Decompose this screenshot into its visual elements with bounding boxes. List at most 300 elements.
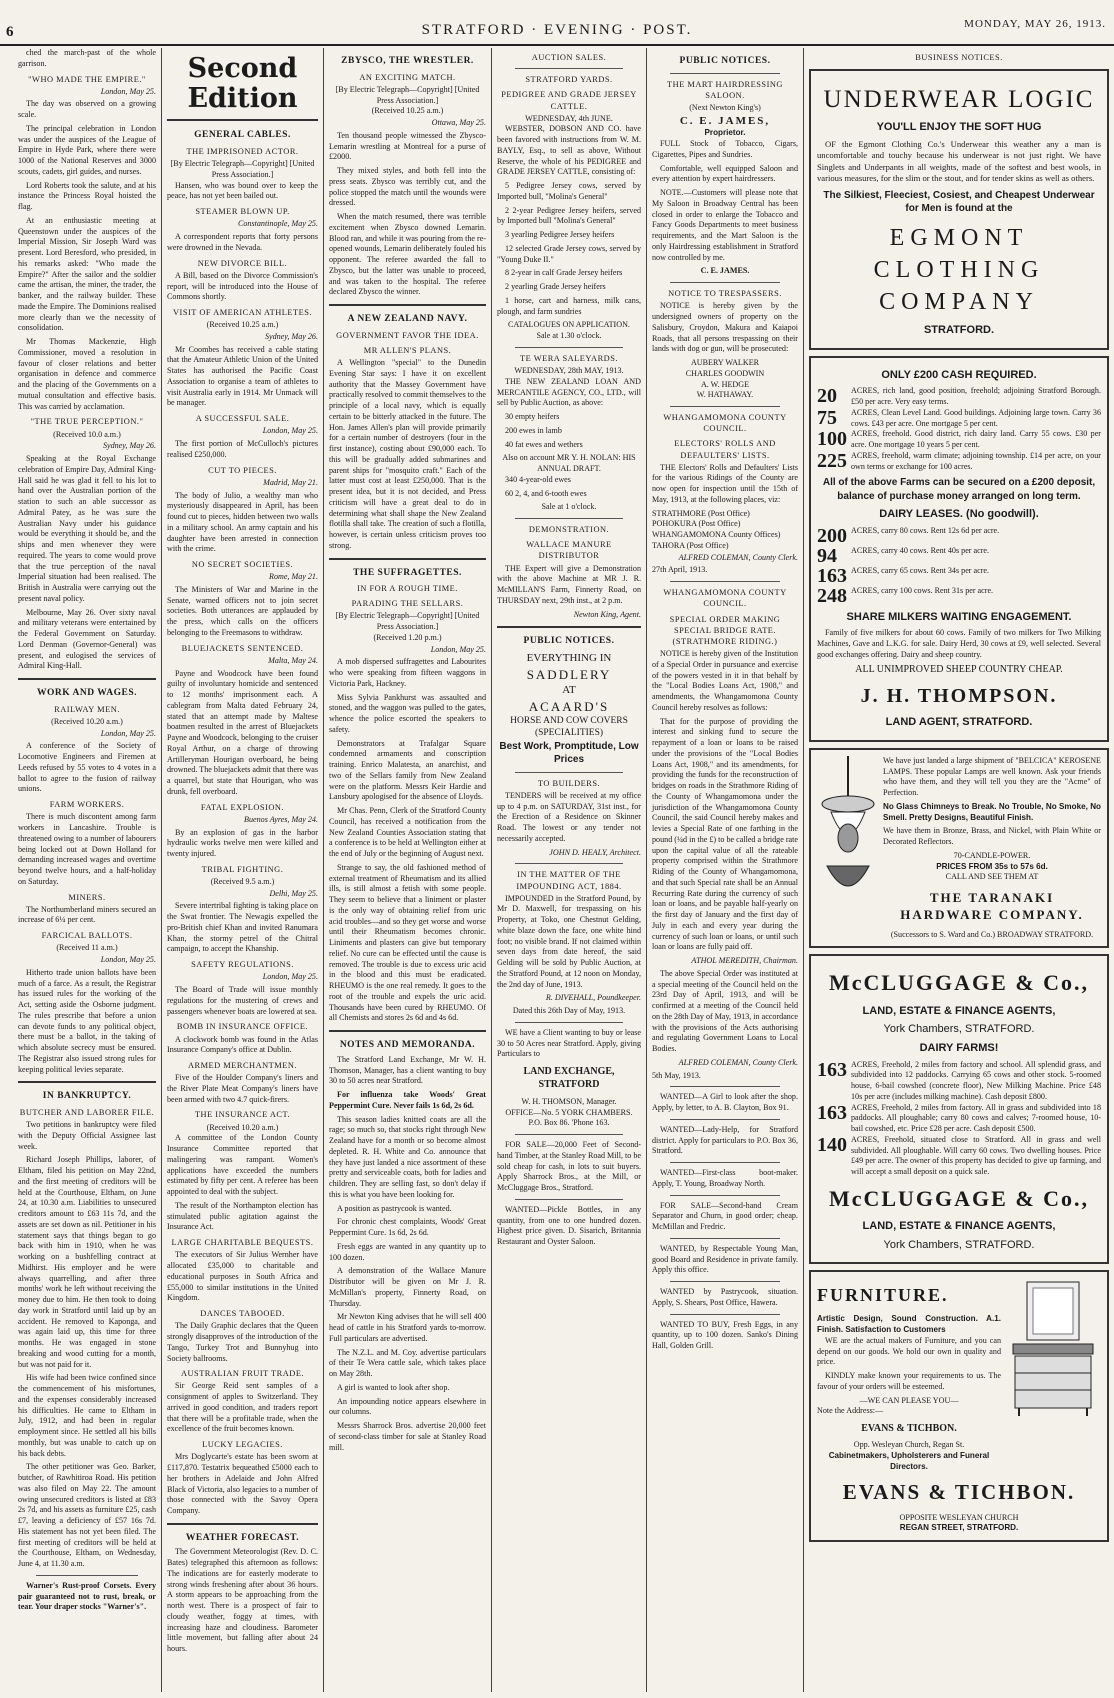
company-town: STRATFORD. <box>923 324 995 337</box>
paragraph: IMPOUNDED in the Stratford Pound, by Mr D. Maxwell, for trespassing on his Property, at Toko, one Chestnut Gelding, white blaze down the face, one white hind foot; no visible brand. If not claimed within seven days from date hereof, the said Gelding will be sold by Public Auction, at the Stratford Pound, at 12 noon on Monday, the 2nd day of June, 1913. <box>497 893 641 989</box>
subhead: LARGE CHARITABLE BEQUESTS. <box>171 1238 314 1248</box>
headline-suffragettes: THE SUFFRAGETTES. <box>353 567 462 578</box>
divider <box>670 1281 780 1282</box>
headline-empire: "WHO MADE THE EMPIRE." <box>28 74 146 84</box>
lamp-call: CALL AND SEE THEM AT <box>945 872 1039 882</box>
subhead: PEDIGREE AND GRADE JERSEY CATTLE. <box>501 90 637 111</box>
divider <box>515 68 623 69</box>
paragraph: Payne and Woodcock have been found guilty of involuntary homicide and sentenced to 12 months' imprisonment each. A cablegram from Malta dated February 24, stated that an attempt made by Maltese boatmen resulted in the arrest of Bluejackets Payne and Woodcock, belonging to the cruiser Royal Arthur, on a charge of throwing Artilleryman Hourigan overboard, he being drowned. The bluejackets admit that there was a quarrel, but state that Hourigan, who was drunk, fell overboard. <box>167 668 318 796</box>
lamp-text: We have just landed a large shipment of "BELCICA" KEROSENE LAMPS. These popular Lamps are well known. Ask your friends who have them, and they will tell you they are the "Acme" of Perfection. <box>883 755 1101 798</box>
section-auction: AUCTION SALES. <box>531 53 607 62</box>
headline-notes: NOTES AND MEMORANDA. <box>339 1040 476 1051</box>
lot-item: 30 empty heifers <box>505 412 560 422</box>
paragraph: That for the purpose of providing the interest and sinking fund to secure the repayment of a loan or loans to be raised under the provisions of the "Local Bodies Loans Act, 1908," and its amendments, for providing the funds for the reconstruction of bridges on roads in the Strathmore Riding of the County of Whangamomona under the jurisdiction of the Whangamomona County Council, the said Council hereby makes and levies a Special Rate of one farthing in the pound (¼d in the £) to be called a bridge rate upon the capital value of all the rateable property comprised within the Strathmore Riding of the County of Whangamomona, and that such Special rate shall be an Annual Recurring Rate during the currency of such loan or loans, and be payable half-yearly on the first day of January and the first day of July in each and every year during the currency of such loan or loans, or until such loan or loans are fully paid off. <box>652 716 798 952</box>
divider <box>36 1575 138 1576</box>
lamp-features: No Glass Chimneys to Break. No Trouble, No Smoke, No Smell. Pretty Designs, Beautiful Finish. <box>883 801 1101 822</box>
saddlery-line: EVERYTHING IN <box>526 652 612 664</box>
subhead: VISIT OF AMERICAN ATHLETES. <box>173 308 312 318</box>
received-time: (Received 9.5 a.m.) <box>210 876 275 886</box>
dateline: Buenos Ayres, May 24. <box>244 814 318 824</box>
place-item: POHOKURA (Post Office) <box>652 519 741 529</box>
farm-item <box>817 429 1101 451</box>
headline-cables: GENERAL CABLES. <box>194 130 291 141</box>
address-note: Note the Address:— <box>817 1406 884 1416</box>
paragraph: A position as pastrycook is wanted. <box>337 1203 452 1213</box>
acreage: 75 <box>817 406 837 429</box>
agent-title: LAND AGENT, STRATFORD. <box>885 716 1033 729</box>
dated: 5th May, 1913. <box>652 1070 701 1080</box>
paragraph: The above Special Order was instituted at a special meeting of the Council held on the 23rd Day of April, 1913, and will be confirmed at a meeting of the Council held on the 28th Day of May, 1913, in accordance with the provisions of the Acts authorising and regulating Government Loans to Local Bodies. <box>652 968 799 1054</box>
subhead: ELECTORS' ROLLS AND DEFAULTERS' LISTS. <box>674 439 776 460</box>
paragraph: The N.Z.L. and M. Coy. advertise particulars of their Te Wera cattle sale, which takes place on May 28th. <box>329 1347 486 1379</box>
paragraph: Lord Roberts took the salute, and at his instance the Princess Royal hoisted the flag. <box>18 180 156 212</box>
acreage: 248 <box>817 584 847 607</box>
rheumo-advert: Strange to say, the old fashioned method of external treatment of Rheumatism and its allied ills, is still almost a fetish with some people. They seem to believe that a liniment or plaster is the only way of obtaining relief from uric acid troubles—and so they get worse and worse until their Rheumatism becomes chronic. Liniments and plasters can give but temporary relief. No cure can be effected until the cause is removed. The trouble is due to excess uric acid in the blood and this must be eradicated. RHEUMO is the one real remedy. It goes to the root of the trouble and expels the uric acid. Thousands have been cured by RHEUMO. Of all Chemists and stores 2s 6d and 4s 6d. <box>329 862 486 1023</box>
subhead: BLUEJACKETS SENTENCED. <box>181 643 304 653</box>
paragraph: OF the Egmont Clothing Co.'s Underwear this weather any a man is uncomfortable and touchy because his underwear is not just right. We have Singlets and Underpants in all weights, made of the softest and best wools, in various measures, for the slim or the stout, and for tender skins as well as others. <box>817 139 1101 184</box>
dateline: London, May 25. <box>262 972 318 982</box>
lease-text: ACRES, carry 80 cows. Rent 12s 6d per acre. <box>851 525 1000 535</box>
sale-time: Sale at 1 o'clock. <box>541 502 597 512</box>
dateline: Madrid, May 21. <box>263 477 318 487</box>
paragraph: For influenza take Woods' Great Peppermint Cure. Never fails 1s 6d, 2s 6d. <box>329 1090 486 1110</box>
acreage: 20 <box>817 385 837 408</box>
subhead-miners: MINERS. <box>68 892 106 902</box>
dated: 27th April, 1913. <box>652 565 708 575</box>
paragraph: The first portion of McCulloch's pictures realised £250,000. <box>167 439 318 459</box>
received-time: (Received 10.25 a.m.) <box>206 320 279 330</box>
subhead: TRIBAL FIGHTING. <box>201 864 284 874</box>
dateline: London, May 25. <box>100 955 156 965</box>
subhead: IN THE MATTER OF THE IMPOUNDING ACT, 1884. <box>516 870 622 891</box>
subhead: MR ALLEN'S PLANS. <box>363 345 452 355</box>
paragraph: WE are the actual makers of Furniture, and you can depend on our goods. We hold our own in quality and price. <box>817 1335 1001 1367</box>
signature: C. E. JAMES. <box>700 266 750 276</box>
paragraph: Messrs Sharrock Bros. advertise 20,000 feet of second-class timber for sale at Stanley Road mill. <box>329 1421 486 1452</box>
subhead: A SUCCESSFUL SALE. <box>195 414 290 424</box>
newspaper-title: STRATFORD · EVENING · POST. <box>421 22 693 38</box>
place-item: WHANGAMOMONA County Offices) <box>652 530 781 540</box>
lot-item: 40 fat ewes and wethers <box>505 439 583 449</box>
manager: W. H. THOMSON, Manager. <box>521 1096 617 1106</box>
signature: ATHOL MEREDITH, Chairman. <box>691 956 798 966</box>
acreage: 225 <box>817 449 847 472</box>
paragraph: Mr Thomas Mackenzie, High Commissioner, moved a resolution in favour of closer relations and better organisation in defence and commerce and the placing of the Governments on a mutual consultation and effective basis. This was carried by acclamation. <box>18 337 156 411</box>
column-1 <box>0 48 162 1692</box>
paragraph: Ten thousand people witnessed the Zbysco-Lemarin wrestling at Montreal for a purse of £2000. <box>329 130 486 162</box>
farm-item <box>817 386 1101 408</box>
divider <box>329 304 486 306</box>
firm-trade: Cabinetmakers, Upholsterers and Funeral Directors. <box>828 1451 990 1471</box>
firm-address: Opp. Wesleyan Church, Regan St. <box>853 1440 965 1450</box>
paragraph: A mob dispersed suffragettes and Labourites who were speaking from fifteen waggons in Victoria Park, Hackney. <box>329 657 486 688</box>
paragraph: There is much discontent among farm workers in Lancashire. Trouble is threatened owing to a number of labourers being locked out at Down Holland for demanding increased wages and overtime beyond twelve hours, and a half-holiday on Saturday. <box>18 812 156 886</box>
dateline: London, May 25. <box>430 644 486 654</box>
farm-text: ACRES, freehold. Good district, rich dairy land. Carry 55 cows. £30 per acre. One mortgage 10 years 5 per cent. <box>851 429 1101 450</box>
column-2 <box>162 48 324 1692</box>
lot-item: 8 2-year in calf Grade Jersey heifers <box>505 268 623 278</box>
subhead: STRATFORD YARDS. <box>525 75 613 85</box>
paragraph: Comfortable, well equipped Saloon and every attention by expert hairdressers. <box>652 163 798 184</box>
subhead: DANCES TABOOED. <box>200 1309 285 1319</box>
dateline: Rome, May 21. <box>269 572 318 582</box>
lot-item: 340 4-year-old ewes <box>505 474 571 484</box>
paragraph: The principal celebration in London was under the auspices of the League of Empire in Hyde Park, where there were 1000 of the National Reserves and 3000 scouts, cadets, girl guides, and nurses. <box>18 123 156 176</box>
paragraph: Melbourne, May 26. Over sixty naval and military veterans were entertained by the Federal Government on Saturday. Lord Denman (Governor-General) was present, and eulogised the services of Admiral King-Hall. <box>18 607 156 671</box>
lot-item: 2 2-year Pedigree Jersey heifers, served by Imported bull "Molina's General" <box>497 205 641 226</box>
firm-name: EVANS & TICHBON. <box>861 1423 957 1435</box>
proprietor-title: Proprietor. <box>704 128 746 138</box>
paragraph: KINDLY make known your requirements to us. The favour of your orders will be esteemed. <box>817 1371 1001 1391</box>
classified: WANTED by Pastrycook, situation. Apply, S. Shears, Post Office, Hawera. <box>652 1287 798 1307</box>
paragraph: The executors of Sir Julius Wernher have allocated £35,000 to charitable and educational purposes in South Africa and £55,000 to similar institutions in the United Kingdom. <box>167 1250 318 1303</box>
received-time: (Received 10.25 a.m.) <box>371 106 444 116</box>
subhead: AUSTRALIAN FRUIT TRADE. <box>180 1369 305 1379</box>
received-time: (Received 10.20 a.m.) <box>51 716 123 726</box>
column-3 <box>324 48 492 1692</box>
paragraph: A clockwork bomb was found in the Atlas Insurance Company's office at Dublin. <box>167 1034 318 1055</box>
divider <box>670 282 780 283</box>
received-time: (Received 11 a.m.) <box>56 943 118 953</box>
sale-date: WEDNESDAY, 4th JUNE. <box>525 113 613 123</box>
issue-date: MONDAY, MAY 26, 1913. <box>964 18 1106 30</box>
dateline: Sydney, May 26. <box>102 441 156 451</box>
dateline: Delhi, May 25. <box>269 888 318 898</box>
divider <box>515 1199 623 1200</box>
classified: FOR SALE—Second-hand Cream Separator and Churn, in good order; cheap. McMillan and Fredric. <box>652 1200 798 1232</box>
advert-headline: SHARE MILKERS WAITING ENGAGEMENT. <box>846 610 1072 623</box>
paragraph: By an explosion of gas in the harbor hydraulic works twelve men were killed and twenty injured. <box>167 827 318 859</box>
divider <box>329 558 486 560</box>
paragraph: TENDERS will be received at my office up to 4 p.m. on SATURDAY, 31st inst., for the Erection of a Residence on Skinner Road. The lowest or any tender not necessarily accepted. <box>497 790 641 843</box>
advert-headline: DAIRY FARMS! <box>919 1041 999 1054</box>
lease-item <box>817 566 1101 586</box>
owner-name: W. HATHAWAY. <box>696 390 754 400</box>
paragraph: Hansen, who was bound over to keep the peace, has not yet been bailed out. <box>167 180 318 201</box>
divider <box>515 347 623 348</box>
headline-navy: A NEW ZEALAND NAVY. <box>347 314 468 325</box>
paragraph: A demonstration of the Wallace Manure Distributor will be given on Mr J. R. McMillan's property, Finnerty Road, on Thursday. <box>329 1266 486 1308</box>
paragraph: An impounding notice appears elsewhere in our columns. <box>329 1396 486 1417</box>
paragraph: For chronic chest complaints, Woods' Great Peppermint Cure. 1s 6d, 2s 6d. <box>329 1217 486 1238</box>
paragraph: At an enthusiastic meeting at Queenstown under the auspices of the Imperial Mission, Sir Joseph Ward was present. Lord Beresford, who presided, in his remarks asked: "Who made the Empire?" After the sailor and the soldier came the artisan, the miner, the trader, the banker, and the railway builder. These made the Empire. The Dominions realised more clearly than we the necessity of consolidation. <box>18 215 156 333</box>
subhead: AN EXCITING MATCH. <box>359 72 456 82</box>
paragraph: Five of the Houlder Company's liners and the River Plate Meat Company's liners have been armed with two 4.7 quick-firers. <box>167 1073 318 1104</box>
acreage: 163 <box>817 1058 847 1081</box>
lamp-price: PRICES FROM 35s to 57s 6d. <box>936 861 1048 871</box>
classified: WANTED—Pickle Bottles, in any quantity, from one to one hundred dozen. Highest price given. D. Sisarich, Britannia Restaurant and Oyster Saloon. <box>497 1204 641 1247</box>
advert-title: UNDERWEAR LOGIC <box>823 86 1095 114</box>
acreage: 163 <box>817 564 847 587</box>
paragraph: THE Expert will give a Demonstration with the above Machine at MR J. R. McMILLAN'S Farm, Finnerty Road, on THURSDAY next, 29th inst., at 2 p.m. <box>497 563 641 605</box>
saddlery-line: SADDLERY <box>526 666 612 682</box>
agency-name: McCLUGGAGE & Co., <box>828 1185 1090 1211</box>
furniture-advert <box>809 1270 1109 1542</box>
article-intro: ched the march-past of the whole garrison. <box>18 48 156 68</box>
lease-text: ACRES, carry 65 cows. Rent 34s per acre. <box>851 565 990 575</box>
classified: WANTED TO BUY, Fresh Eggs, in any quantity, up to 100 dozen. Sanko's Dining Hall, Golden Grill. <box>652 1319 798 1351</box>
lease-text: ACRES, carry 40 cows. Rent 40s per acre. <box>851 545 990 555</box>
paragraph: When the match resumed, there was terrible excitement when Zbysco downed Lemarin. Blood ran, and while it was pouring from the re-opened wounds, Lemarin deliberately fouled his opponent. The referee awarded the fall to Zbysco, but the latter was unable to proceed, and was taken to the hospital. The referee declared Zbysco the winner. <box>329 212 486 297</box>
furniture-title: FURNITURE. <box>817 1285 949 1306</box>
farm-item <box>817 1060 1101 1103</box>
paragraph: The Ministers of War and Marine in the Senate, warned officers not to join secret societies. Both utterances are applauded by the press, which calls on the officers belonging to the Freemasons to withdraw. <box>167 584 318 637</box>
farm-item <box>817 408 1101 430</box>
owner-name: A. W. HEDGE <box>700 379 750 389</box>
lease-item <box>817 526 1101 546</box>
egmont-advert <box>809 69 1109 350</box>
signature: JOHN D. HEALY, Architect. <box>549 847 641 857</box>
headline-perception: "THE TRUE PERCEPTION." <box>30 417 144 427</box>
paragraph: The Northumberland miners secured an increase of 6¼ per cent. <box>18 904 156 925</box>
lot-item: 1 horse, cart and harness, milk cans, plough, and farm sundries <box>497 295 641 316</box>
subhead: CUT TO PIECES. <box>208 465 277 475</box>
subhead: BOMB IN INSURANCE OFFICE. <box>176 1022 309 1032</box>
paragraph: NOTICE is hereby given of the Institution of a Special Order in pursuance and exercise of the powers vested in it in that behalf by the "Local Bodies Loans Act, 1908," and amendments, the Whangamomona County Council hereby resolves as follows: <box>652 649 798 712</box>
headline-zbysco: ZBYSCO, THE WRESTLER. <box>341 56 474 66</box>
received-time: (Received 10.20 a.m.) <box>206 1122 279 1132</box>
paragraph: Mrs Doglycarte's estate has been sworn at £117,870. Testatrix bequeathed £5000 each to her brothers in Adelaide and John Alfred Black of Victoria, also legacies to a number of those connected with the Savoy Opera Company. <box>167 1452 318 1516</box>
agency-type: LAND, ESTATE & FINANCE AGENTS, <box>862 1220 1056 1233</box>
lot-item: 60 2, 4, and 6-tooth ewes <box>505 488 587 498</box>
paragraph: The result of the Northampton election has stimulated public agitation against the Insurance Act. <box>167 1200 318 1232</box>
credit-line: [By Electric Telegraph—Copyright] [United Press Association.] <box>170 159 315 179</box>
dateline: Ottawa, May 25. <box>431 118 486 128</box>
subhead: THE IMPRISONED ACTOR. <box>186 147 299 156</box>
sale-date: WEDNESDAY, 28th MAY, 1913. <box>514 366 624 376</box>
paragraph: THE Electors' Rolls and Defaulters' Lists for the various Ridings of the County are now open for inspection until the 15th of May, 1913, at the following places, viz: <box>652 462 798 504</box>
page-number: 6 <box>6 24 14 40</box>
company-name: EGMONT CLOTHING COMPANY <box>873 225 1045 316</box>
subhead: DEMONSTRATION. <box>528 525 610 535</box>
paragraph: WE have a Client wanting to buy or lease 30 to 50 Acres near Stratford. Apply, giving Particulars to <box>497 1027 641 1059</box>
dresser-illustration <box>1005 1278 1101 1418</box>
classified: WANTED—First-class boot-maker. Apply, T. Young, Broadway North. <box>652 1168 798 1188</box>
agent-name: J. H. THOMPSON. <box>860 684 1058 707</box>
subhead: NO SECRET SOCIETIES. <box>191 560 294 570</box>
saddlery-line: ACAARD'S <box>528 698 610 714</box>
farm-item <box>817 451 1101 473</box>
paragraph: Richard Joseph Phillips, laborer, of Eltham, filed his petition on May 22nd, and the first meeting of creditors will be held at the Courthouse, Eltham, on June 24, at 10.30 a.m. Liabilities to unsecured creditors amount to £63 11s 7d, and the assets are set down as nil. Petitioner in his statement says that things began to go back with him in 1910, when he was working on a bushfelling contract at Midhirst. His employer and he were always quarrelling, and after three months' work he left without receiving the money due to him. He then took to doing day work in Stratford until laid up by an accident. He removed to Kaponga, and was again laid up, this time for three months. He was engaged in stone breaking and wood cutting for a month, but was not paid for it. <box>18 1155 156 1369</box>
farm-item <box>817 1103 1101 1135</box>
advert-headline: ONLY £200 CASH REQUIRED. <box>881 368 1037 381</box>
paragraph: A conference of the Society of Locomotive Engineers and Firemen at Leeds refused by 55 votes to 4 votes in a ballot to agree to the fusion of railway unions. <box>18 741 156 794</box>
acreage: 100 <box>817 428 847 451</box>
owner-name: AUBERY WALKER <box>690 358 760 368</box>
farm-text: ACRES, Clean Level Land. Good buildings. Adjoining large town. Carry 36 cows. £43 per acre. One mortgage 5 per cent. <box>851 407 1101 428</box>
classified: WANTED—Lady-Help, for Stratford district. Apply for particulars to P.O. Box 36, Stratford. <box>652 1124 798 1156</box>
proprietor-name: C. E. JAMES, <box>679 114 771 127</box>
lot-item: 200 ewes in lamb <box>505 425 562 435</box>
pobox: P.O. Box 86. 'Phone 163. <box>528 1118 610 1128</box>
location-note: (Next Newton King's) <box>689 102 761 112</box>
subhead: WHANGAMOMONA COUNTY COUNCIL. <box>663 413 787 434</box>
lot-item: 3 yearling Pedigree Jersey heifers <box>505 230 615 240</box>
lot-item: 12 selected Grade Jersey cows, served by "Young Duke II." <box>497 243 641 264</box>
paragraph: Demonstrators at Trafalgar Square condemned armaments and conscription training. Enrico Malatesta, an anarchist, and two of the Sellars family from New Zealand were on the platform. Messrs Keir Hardie and Lansbury apologised for the absence of Lloyds. <box>329 738 486 802</box>
paragraph: Two petitions in bankruptcy were filed with the Deputy Official Assignee last week. <box>18 1120 156 1151</box>
paragraph: Hitherto trade union ballots have been much of a farce. As a result, the Registrar has issued rules for the working of the Act, setting aside the Osborne judgment. The rules prescribe that before a union can devote funds to any political object, there must be a ballot, in the taking of which absolute secrecy must be ensured. The Registrar also issued strong rules for keeping political levies separate. <box>18 967 156 1074</box>
subhead: TO BUILDERS. <box>537 778 601 788</box>
advert-headline: DAIRY LEASES. (No goodwill). <box>879 507 1039 520</box>
furniture-slogan: Artistic Design, Sound Construction. A.1. Finish. Satisfaction to Customers <box>817 1314 1001 1335</box>
headline-work-wages: WORK AND WAGES. <box>37 688 137 699</box>
hardware-name: THE TARANAKI HARDWARE COMPANY. <box>900 890 1084 923</box>
subhead: STEAMER BLOWN UP. <box>195 207 290 217</box>
subhead: IN FOR A ROUGH TIME. <box>357 584 458 594</box>
paragraph: His wife had been twice confined since the commencement of his misfortunes, and the expenses considerably increased his difficulties. He came to Eltham in July, 1912, and had been in regular employment since. He settled all his bills monthly, but was unable to catch up on his back debts. <box>18 1373 156 1458</box>
received-time: (Received 1.20 p.m.) <box>373 632 442 642</box>
paragraph: The Daily Graphic declares that the Queen strongly disapproves of the introduction of the Tango, Turkey Trot and Bunnyhug into Society ballrooms. <box>167 1321 318 1363</box>
classified: FOR SALE—20,000 Feet of Second-hand Timber, at the Stanley Road Mill, to be sold cheap for cash, in lots to suit buyers. Apply Sharrock Bros., at the Mill, or McCluggage Bros., Stratford. <box>497 1140 642 1193</box>
dateline: Constantinople, May 25. <box>237 219 318 229</box>
subhead: PARADING THE SELLARS. <box>351 599 464 609</box>
catalogue-note: CATALOGUES ON APPLICATION. <box>508 320 630 330</box>
paragraph: The Board of Trade will issue monthly regulations for the mustering of crews and passengers whenever boats are lowered at sea. <box>167 985 318 1016</box>
paragraph: The other petitioner was Geo. Barker, butcher, of Rawhitiroa Road. His petition was also filed on May 22. The amount owing unsecured creditors is listed at £83 2s 7d, and his assets as furniture £25, cash £7, leaving a deficiency of £57 16s 7d. His statement has not yet been filed. The first meeting of creditors will be held at the Courthouse, Eltham, on Wednesday, June 4, at 11.30 a.m. <box>18 1462 156 1569</box>
column-4 <box>492 48 647 1692</box>
subhead: FATAL EXPLOSION. <box>200 802 285 812</box>
saddlery-covers: HORSE AND COW COVERS (SPECIALITIES) <box>510 715 628 739</box>
section-public: PUBLIC NOTICES. <box>523 636 615 647</box>
divider <box>515 772 623 773</box>
divider <box>670 73 780 74</box>
subhead-butcher: BUTCHER AND LABORER FILE. <box>19 1108 155 1118</box>
section-business: BUSINESS NOTICES. <box>915 53 1003 62</box>
subhead: SPECIAL ORDER MAKING SPECIAL BRIDGE RATE. (STRATHMORE RIDING.) <box>669 614 781 646</box>
credit-line: [By Electric Telegraph—Copyright] [United Press Association.] <box>335 84 480 105</box>
farm-text: ACRES, rich land, good position, freehold; adjoining Stratford Borough. £50 per acre. Very easy terms. <box>851 386 1101 407</box>
lamp-illustration <box>817 756 879 906</box>
credit-line: [By Electric Telegraph—Copyright] [United Press Association.] <box>335 611 480 632</box>
dateline: Malta, May 24. <box>268 655 318 665</box>
farm-text: ACRES, Freehold, 2 miles from factory and school. All splendid grass, and subdivided into 12 paddocks. Carrying 65 cows and other stock. 5-roomed house, 6-bail cowshed (concrete floor), New Milking Machine. Price £48 10s per acre (includes milking machine). Cash deposit £800. <box>851 1059 1101 1101</box>
paragraph: Mr Newton King advises that he will sell 400 head of cattle in his Stratford yards to-morrow. Full particulars are advertised. <box>329 1312 486 1343</box>
paragraph: The body of Julio, a wealthy man who mysteriously disappeared in April, has been found cut to pieces, hidden between two walls in a military school. An army captain and his daughter have been arrested in connection with the crime. <box>167 490 318 554</box>
subhead: GOVERNMENT FAVOR THE IDEA. <box>336 330 479 340</box>
lamp-finish: We have them in Bronze, Brass, and Nickel, with Plain White or Decorated Reflectors. <box>883 826 1101 847</box>
subhead: LUCKY LEGACIES. <box>202 1440 283 1450</box>
owner-name: CHARLES GOODWIN <box>685 368 765 378</box>
dateline: London, May 25. <box>262 426 318 436</box>
agency-name: McCLUGGAGE & Co., <box>828 970 1090 996</box>
divider <box>670 406 780 407</box>
place-item: TAHORA (Post Office) <box>652 540 729 550</box>
office: OFFICE—No. 5 YORK CHAMBERS. <box>505 1107 633 1117</box>
edition-banner: Second Edition <box>167 54 318 121</box>
paragraph: Mr Chas. Penn, Clerk of the Stratford County Council, has received a notification from the New Zealand Counties Association stating that a conference is to be held at Wellington either at the end of July or the beginning of August next. <box>329 806 486 859</box>
farm-advert <box>809 356 1109 742</box>
paragraph: A Bill, based on the Divorce Commission's report, will be introduced into the House of Commons shortly. <box>167 270 318 302</box>
divider <box>670 1119 780 1120</box>
warner-advert: Warner's Rust-proof Corsets. Every pair guaranteed not to rust, break, or tear. Your draper stocks "Warner's". <box>18 1580 156 1612</box>
paragraph: A Wellington "special" to the Dunedin Evening Star says: I have it on excellent authority that the Massey Government have practically resolved to commit themselves to the principle of a local navy, which is equally certain to be bitterly attacked in the future. The Hon. James Allen's plan will provide primarily for a certain number of destroyers (four in the first instance), costing about £90,000 each. To this will be gradually added submarines and parent ships for "mosquito craft." Each of the latter must cost at least £250,000. That is the present idea, but it is not decided, and Press criticism will have a great deal to do in determining what shall shape the New Zealand flotilla shall take. The creation of such a flotilla, however, is certain unless criticism proves too strong. <box>329 358 486 550</box>
subhead-ballots: FARCICAL BALLOTS. <box>41 931 133 941</box>
acreage: 140 <box>817 1133 847 1156</box>
paragraph: They mixed styles, and both fell into the press seats. Zbysco was terribly cut, and the police stopped the match until the wounds were dressed. <box>329 166 486 208</box>
paragraph: NOTICE is hereby given by the undersigned owners of property on the Salisbury, Croydon, Makura and Kaiapoi Roads, that all persons trespassing on their lands with dog or gun, will be prosecuted: <box>652 301 798 354</box>
lamp-advert <box>809 748 1109 949</box>
subhead: WALLACE MANURE DISTRIBUTOR <box>526 540 612 561</box>
column-6 <box>804 48 1114 1692</box>
divider <box>515 1022 623 1023</box>
divider <box>18 1081 156 1083</box>
saddlery-slogan: Best Work, Promptitude, Low Prices <box>499 741 639 766</box>
lot-item: 2 yearling Grade Jersey heifers <box>505 282 606 292</box>
dateline: Sydney, May 26. <box>264 331 318 341</box>
paragraph: Fresh eggs are wanted in any quantity up to 100 dozen. <box>329 1241 486 1262</box>
paragraph: The day was observed on a growing scale. <box>18 99 156 120</box>
signature: ALFRED COLEMAN, County Clerk. <box>678 552 798 562</box>
paragraph: WEBSTER, DOBSON AND CO. have been favored with instructions from W. M. BAYLY, Esq., to sell as above, Without Reserve, the whole of his PEDIGREE and GRADE JERSEY CATTLE, consisting of: <box>497 124 641 177</box>
divider <box>670 1086 780 1087</box>
advert-bold: The Silkiest, Fleeciest, Cosiest, and Cheapest Underwear for Men is found at the <box>823 189 1095 215</box>
classified: WANTED, by Respectable Young Man, good Board and Residence in private family. Apply this office. <box>652 1243 798 1275</box>
please-line: —WE CAN PLEASE YOU— <box>859 1395 959 1405</box>
paragraph: Family of five milkers for about 60 cows. Family of two milkers for Two Milking Machines, Gave and L.K.G. for sale. Dairy Herd, 30 cows at £9, well selected. Several good exchanges offering. Dairy and sheep country. <box>817 628 1101 659</box>
lot-item: 5 Pedigree Jersey cows, served by Imported bull, "Molina's General" <box>497 181 641 201</box>
signature: ALFRED COLEMAN, County Clerk. <box>678 1057 798 1067</box>
farm-item <box>817 1135 1101 1178</box>
land-exchange: LAND EXCHANGE, STRATFORD <box>523 1066 615 1091</box>
masthead <box>0 0 1114 46</box>
subhead: THE INSURANCE ACT. <box>194 1110 291 1120</box>
divider <box>18 678 156 680</box>
place-item: STRATHMORE (Post Office) <box>652 508 750 518</box>
firm-name-large: EVANS & TICHBON. <box>842 1479 1076 1504</box>
acreage: 94 <box>817 544 837 567</box>
mccluggage-advert <box>809 954 1109 1264</box>
divider <box>515 863 623 864</box>
subhead: NEW DIVORCE BILL. <box>197 258 288 268</box>
divider <box>515 518 623 519</box>
agency-type: LAND, ESTATE & FINANCE AGENTS, <box>862 1004 1056 1017</box>
divider <box>515 1134 623 1135</box>
divider <box>670 1195 780 1196</box>
received-time: (Received 10.0 a.m.) <box>53 429 121 439</box>
signature: R. DIVEHALL, Poundkeeper. <box>545 993 641 1003</box>
saddlery-line: AT <box>562 683 576 696</box>
divider <box>670 1314 780 1315</box>
subhead: ARMED MERCHANTMEN. <box>187 1061 298 1071</box>
lease-item <box>817 546 1101 566</box>
lamp-power: 70-CANDLE-POWER. <box>953 850 1031 860</box>
paragraph: A committee of the London County Insurance Committee reported that malingering was rampant. Women's applications have exceeded the numbers estimated by fifty per cent. A referee has been appointed to deal with the subject. <box>167 1133 318 1197</box>
headline-weather: WEATHER FORECAST. <box>185 1532 300 1543</box>
subhead: WHANGAMOMONA COUNTY COUNCIL. <box>663 588 787 609</box>
divider <box>497 626 641 628</box>
lease-text: ACRES, carry 100 cows. Rent 31s per acre. <box>851 585 994 595</box>
subhead: NOTICE TO TRESPASSERS. <box>668 289 782 299</box>
column-5 <box>647 48 804 1692</box>
subhead: TE WERA SALEYARDS. <box>520 353 618 363</box>
subhead: SAFETY REGULATIONS. <box>191 960 294 970</box>
divider <box>670 1162 780 1163</box>
acreage: 163 <box>817 1101 847 1124</box>
paragraph: NOTE.—Customers will please note that My Saloon in Broadway Central has been closed in order to enlarge the Tobacco and Fancy Goods Departments to meet business requirements, and the Mart Saloon is the only Hairdressing establishment in Stratford now controlled by me. <box>652 188 798 262</box>
divider <box>670 581 780 582</box>
divider <box>670 1238 780 1239</box>
paragraph: Severe intertribal fighting is taking place on the Swat frontier. The Newagis expelled the pro-British chief Khan and invited Ranumara Khan, the stormy petrel of the Chitral campaign, to accept the Khanship. <box>167 901 318 954</box>
farm-text: ACRES, Freehold, 2 miles from factory. All in grass and subdivided into 18 paddocks. All ploughable; carry 80 cows and calves; 7-roomed house, 10-bail cowshed, etc. Price £28 per acre. Cash deposit £500. <box>851 1102 1101 1134</box>
signature: Newton King, Agent. <box>573 609 641 619</box>
advert-subtitle: YOU'LL ENJOY THE SOFT HUG <box>876 121 1042 134</box>
hardware-address: (Successors to S. Ward and Co.) BROADWAY STRATFORD. <box>890 929 1094 939</box>
agency-address: York Chambers, STRATFORD. <box>883 1238 1035 1251</box>
paragraph: THE NEW ZEALAND LOAN AND MERCANTILE AGENCY, CO., LTD., will sell by Public Auction, as above: <box>497 376 641 408</box>
paragraph: Mr Coombes has received a cable stating that the Amateur Athletic Union of the United States has authorised the Pacific Coast Association to organise a team of athletes to visit Australia early in 1914. Mr Unmack will be manager. <box>167 344 318 408</box>
paragraph: Miss Sylvia Pankhurst was assaulted and stoned, and the waggon was pulled to the gates, whence the police escorted the speakers to safety. <box>329 692 486 734</box>
